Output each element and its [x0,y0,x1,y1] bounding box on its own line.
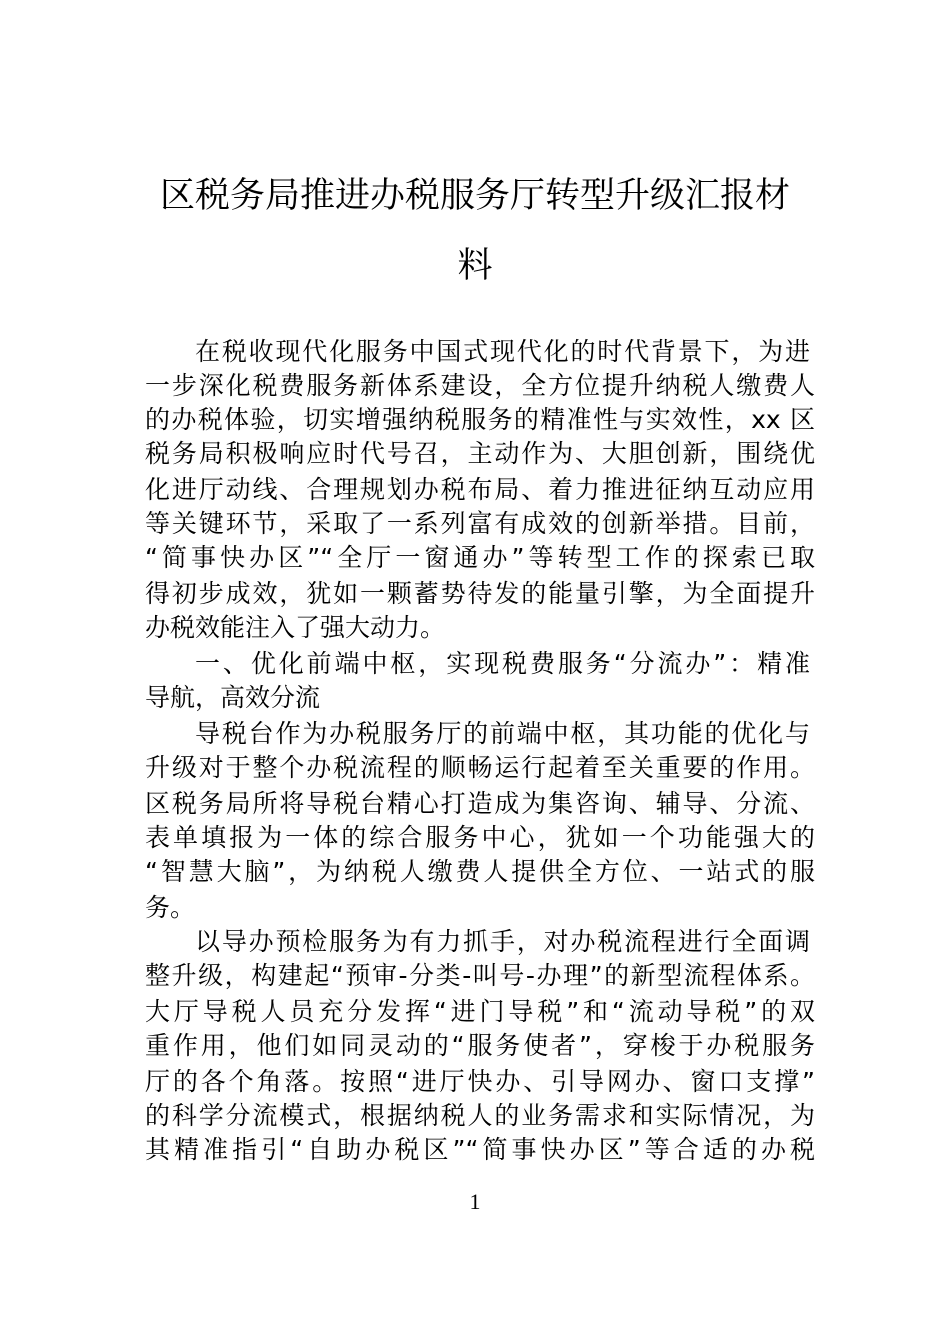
paragraph-2-line-4: 表单填报为一体的综合服务中心，犹如一个功能强大的 [145,823,815,852]
paragraph-1-line-7: “简事快办区”“全厅一窗通办”等转型工作的探索已取 [145,543,815,572]
paragraph-1-line-5: 化进厅动线、合理规划办税布局、着力推进征纳互动应用 [145,475,815,504]
paragraph-2-line-5: “智慧大脑”，为纳税人缴费人提供全方位、一站式的服 [145,857,815,886]
page-number: 1 [469,1189,481,1214]
paragraph-1-line-8: 得初步成效，犹如一颗蓄势待发的能量引擎，为全面提升 [145,579,815,608]
paragraph-1-line-4: 税务局积极响应时代号召，主动作为、大胆创新，围绕优 [145,439,815,468]
paragraph-2-line-1: 导税台作为办税服务厅的前端中枢，其功能的优化与 [195,719,810,748]
paragraph-3-line-2: 整升级，构建起“预审-分类-叫号-办理”的新型流程体系。 [145,961,815,990]
section-heading-1-line-1: 一、优化前端中枢，实现税费服务“分流办”：精准 [195,649,810,678]
paragraph-3-line-4: 重作用，他们如同灵动的“服务使者”，穿梭于办税服务 [145,1031,815,1060]
paragraph-1-line-1: 在税收现代化服务中国式现代化的时代背景下，为进 [195,337,810,366]
paragraph-2-line-2: 升级对于整个办税流程的顺畅运行起着至关重要的作用。 [145,753,815,782]
paragraph-1-line-9: 办税效能注入了强大动力。 [145,613,446,642]
paragraph-1-line-2: 一步深化税费服务新体系建设，全方位提升纳税人缴费人 [145,371,815,400]
paragraph-3-line-1: 以导办预检服务为有力抓手，对办税流程进行全面调 [195,927,810,956]
paragraph-3-line-7: 其精准指引“自助办税区”“简事快办区”等合适的办税 [145,1135,815,1164]
section-heading-1-line-2: 导航，高效分流 [145,683,321,712]
paragraph-1-line-3: 的办税体验，切实增强纳税服务的精准性与实效性，xx 区 [145,405,815,434]
paragraph-2-line-6: 务。 [145,893,196,922]
document-title-line-1: 区税务局推进办税服务厅转型升级汇报材 [159,176,790,216]
paragraph-3-line-3: 大厅导税人员充分发挥“进门导税”和“流动导税”的双 [145,997,815,1026]
paragraph-2-line-3: 区税务局所将导税台精心打造成为集咨询、辅导、分流、 [145,789,815,818]
document-title-line-2: 料 [457,246,493,286]
paragraph-3-line-6: 的科学分流模式，根据纳税人的业务需求和实际情况，为 [145,1101,815,1130]
paragraph-1-line-6: 等关键环节，采取了一系列富有成效的创新举措。目前， [145,509,815,538]
paragraph-3-line-5: 厅的各个角落。按照“进厅快办、引导网办、窗口支撑” [145,1067,815,1096]
